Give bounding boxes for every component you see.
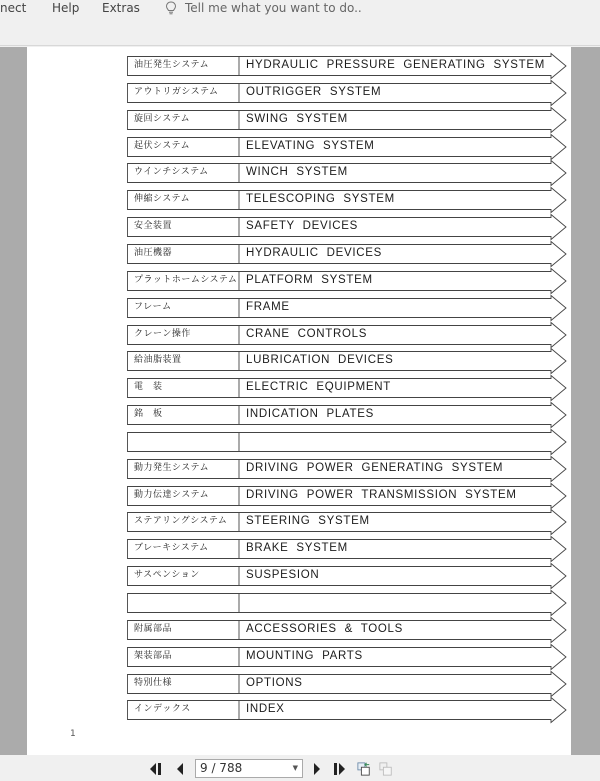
section-label-en: STEERING SYSTEM xyxy=(246,515,370,528)
index-row[interactable] xyxy=(127,459,567,479)
section-label-en: OPTIONS xyxy=(246,676,303,689)
section-label-en: SWING SYSTEM xyxy=(246,112,348,125)
section-label-en: BRAKE SYSTEM xyxy=(246,542,348,555)
menu-item-connect[interactable]: nect xyxy=(0,1,27,15)
index-row[interactable] xyxy=(127,83,567,103)
index-row[interactable] xyxy=(127,137,567,157)
last-page-icon xyxy=(332,763,346,775)
section-label-jp: アウトリガシステム xyxy=(134,86,219,97)
next-page-button[interactable] xyxy=(310,762,324,776)
index-row[interactable] xyxy=(127,593,567,613)
tell-me-placeholder: Tell me what you want to do.. xyxy=(185,1,362,15)
previous-view-button[interactable] xyxy=(357,762,371,776)
section-label-en: INDEX xyxy=(246,703,285,716)
section-label-jp: 銘 板 xyxy=(134,409,163,420)
arrow-tab-outline xyxy=(127,429,567,455)
section-label-jp: 油圧発生システム xyxy=(134,60,210,70)
document-viewer[interactable] xyxy=(0,47,600,755)
section-label-jp: 動力発生システム xyxy=(134,462,210,473)
section-label-en: OUTRIGGER SYSTEM xyxy=(246,85,382,98)
previous-page-icon xyxy=(176,763,184,775)
section-label-en: MOUNTING PARTS xyxy=(246,649,363,662)
index-row[interactable] xyxy=(127,244,567,264)
dropdown-caret-icon: ▼ xyxy=(292,764,298,772)
section-label-en: CRANE CONTROLS xyxy=(246,327,368,340)
section-label-jp: 給油脂装置 xyxy=(134,355,182,366)
section-label-jp: 安全装置 xyxy=(134,221,173,232)
section-label-en: HYDRAULIC PRESSURE GENERATING SYSTEM xyxy=(246,59,545,71)
section-label-en: ELEVATING SYSTEM xyxy=(246,139,375,152)
index-row[interactable] xyxy=(127,512,567,532)
section-label-jp: 油圧機器 xyxy=(134,247,173,258)
section-label-jp: インデックス xyxy=(134,704,191,715)
section-label-en: HYDRAULIC DEVICES xyxy=(246,246,383,259)
section-label-jp: クレーン操作 xyxy=(134,328,191,339)
index-row[interactable] xyxy=(127,486,567,506)
section-label-jp: サスペンション xyxy=(134,570,200,581)
section-label-jp: 動力伝達システム xyxy=(134,489,210,500)
index-row[interactable] xyxy=(127,110,567,130)
section-label-jp: 起伏システム xyxy=(134,140,191,151)
index-row[interactable] xyxy=(127,432,567,452)
previous-view-icon xyxy=(357,761,371,777)
index-row[interactable] xyxy=(127,566,567,586)
arrow-tab-outline xyxy=(127,590,567,616)
index-row[interactable] xyxy=(127,378,567,398)
section-label-en: SAFETY DEVICES xyxy=(246,220,359,233)
index-row[interactable] xyxy=(127,405,567,425)
document-page xyxy=(27,47,571,755)
index-row[interactable] xyxy=(127,298,567,318)
section-label-en: DRIVING POWER TRANSMISSION SYSTEM xyxy=(246,488,517,501)
section-label-jp: 附属部品 xyxy=(134,623,173,634)
first-page-button[interactable] xyxy=(150,762,164,776)
section-label-jp: ブレーキシステム xyxy=(134,543,209,554)
section-label-en: LUBRICATION DEVICES xyxy=(246,354,394,367)
index-row[interactable] xyxy=(127,539,567,559)
first-page-icon xyxy=(150,763,164,775)
section-label-jp: ウインチシステム xyxy=(134,167,209,178)
section-label-jp: 電 装 xyxy=(134,382,163,393)
index-row[interactable] xyxy=(127,271,567,291)
index-row[interactable] xyxy=(127,700,567,720)
next-page-icon xyxy=(313,763,321,775)
index-row[interactable] xyxy=(127,647,567,667)
section-label-en: DRIVING POWER GENERATING SYSTEM xyxy=(246,461,504,474)
menu-item-help[interactable]: Help xyxy=(52,1,80,15)
lightbulb-icon xyxy=(165,1,177,15)
index-row[interactable] xyxy=(127,351,567,371)
index-row[interactable] xyxy=(127,620,567,640)
section-label-jp: 旋回システム xyxy=(134,113,191,124)
last-page-button[interactable] xyxy=(332,762,346,776)
section-label-en: TELESCOPING SYSTEM xyxy=(246,193,395,206)
section-label-en: ACCESSORIES & TOOLS xyxy=(246,622,404,635)
index-row[interactable] xyxy=(127,325,567,345)
page-number-select[interactable] xyxy=(195,759,303,778)
section-label-jp: 伸縮システム xyxy=(134,194,191,205)
index-row[interactable] xyxy=(127,56,567,76)
menu-item-extras[interactable]: Extras xyxy=(102,1,140,15)
index-row[interactable] xyxy=(127,190,567,210)
section-label-en: WINCH SYSTEM xyxy=(246,166,348,179)
section-label-en: ELECTRIC EQUIPMENT xyxy=(246,381,392,394)
section-label-jp: ステアリングシステム xyxy=(134,516,228,527)
index-row[interactable] xyxy=(127,163,567,183)
page-number-label: 1 xyxy=(70,729,76,739)
section-label-en: SUSPESION xyxy=(246,569,320,582)
section-label-jp: 架装部品 xyxy=(134,650,173,661)
page-navigation-bar xyxy=(0,755,600,781)
index-row[interactable] xyxy=(127,674,567,694)
next-view-icon xyxy=(379,761,393,777)
tell-me-search[interactable] xyxy=(165,0,362,16)
menu-bar xyxy=(0,0,600,46)
page-number-value: 9 / 788 xyxy=(200,761,243,775)
section-label-en: INDICATION PLATES xyxy=(246,408,374,421)
index-row[interactable] xyxy=(127,217,567,237)
section-label-en: PLATFORM SYSTEM xyxy=(246,273,373,286)
section-label-jp: プラットホームシステム xyxy=(134,274,238,285)
section-label-jp: フレーム xyxy=(134,301,172,312)
next-view-button[interactable] xyxy=(379,762,393,776)
section-label-en: FRAME xyxy=(246,300,290,313)
previous-page-button[interactable] xyxy=(173,762,187,776)
section-label-jp: 特別仕様 xyxy=(134,677,173,688)
